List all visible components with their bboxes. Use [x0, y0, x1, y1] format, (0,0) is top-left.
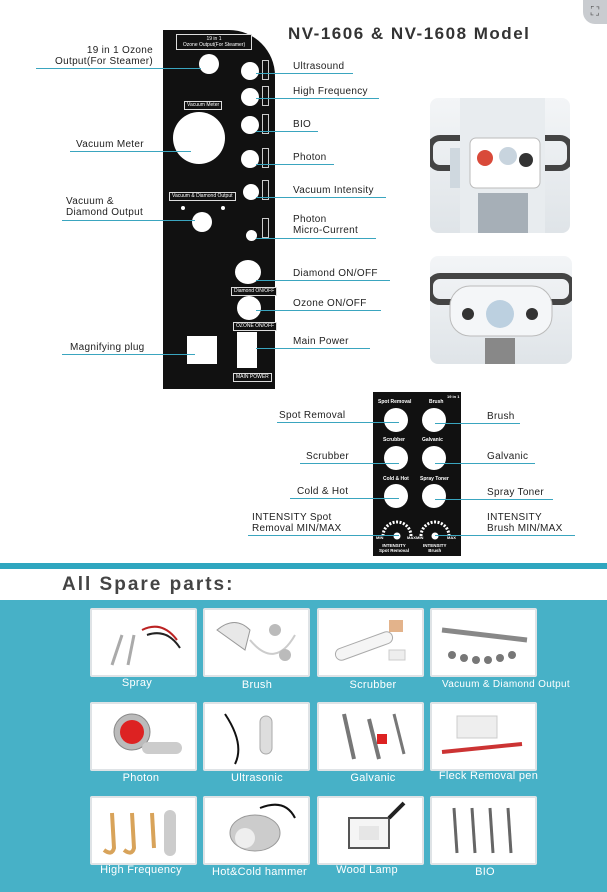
cold-hot-label: Cold & Hot	[383, 476, 409, 482]
brush-label: Brush	[429, 399, 444, 405]
machine-photo-bottom	[430, 256, 572, 364]
leader-line	[435, 423, 520, 424]
ozone-output-title: 19 in 1	[206, 36, 222, 42]
spare-card-vacuum-diamond	[430, 608, 537, 677]
vacuum-meter-label: Vacuum Meter	[184, 101, 222, 110]
galvanic-label: Galvanic	[422, 437, 443, 443]
fullscreen-icon[interactable]: ⛶	[583, 0, 607, 24]
spare-card-spray	[90, 608, 197, 677]
spare-label-hot-cold-hammer: Hot&Cold hammer	[212, 866, 307, 878]
ozone-output-subtitle: Ozone Output(For Steamer)	[182, 42, 246, 48]
max-label: MAX	[447, 535, 456, 540]
callout-scrubber: Scrubber	[306, 451, 349, 462]
intensity-brush-label: INTENSITY Brush	[423, 543, 447, 553]
callout-spot-removal: Spot Removal	[279, 410, 346, 421]
callout-high-frequency: High Frequency	[293, 86, 368, 97]
vac-diamond-port	[192, 212, 212, 232]
callout-cold-hot: Cold & Hot	[297, 486, 349, 497]
leader-line	[256, 98, 379, 99]
spare-card-high-frequency	[90, 796, 197, 865]
spare-label-spray: Spray	[121, 677, 153, 689]
leader-line	[256, 238, 376, 239]
ultrasound-port	[241, 62, 259, 80]
spare-label-bio: BIO	[475, 866, 495, 878]
leader-line	[248, 535, 399, 536]
callout-intensity-spot: INTENSITY Spot Removal MIN/MAX	[252, 512, 342, 534]
vac-diamond-label: Vacuum & Diamond Output	[169, 192, 236, 201]
vacuum-diamond-icon	[432, 610, 535, 675]
leader-line	[36, 68, 201, 69]
callout-magnifying-plug: Magnifying plug	[70, 342, 145, 353]
spare-card-hot-cold-hammer	[203, 796, 310, 865]
ozone-output-label	[176, 34, 252, 50]
bio-icon	[432, 798, 535, 863]
fleck-pen-icon	[432, 704, 535, 769]
leader-line	[435, 463, 535, 464]
machine-bottom-image	[430, 256, 572, 364]
spray-toner-port	[422, 484, 446, 508]
callout-photon: Photon	[293, 152, 327, 163]
high-frequency-icon	[92, 798, 195, 863]
leader-line	[62, 354, 195, 355]
port-tag	[262, 60, 269, 80]
min-label: MIN	[416, 535, 424, 540]
panel-model-label: 19 in 1	[447, 394, 460, 399]
callout-spray-toner: Spray Toner	[487, 487, 545, 498]
leader-line	[290, 498, 399, 499]
callout-ultrasound: Ultrasound	[293, 61, 345, 72]
scrubber-label: Scrubber	[383, 437, 405, 443]
spare-card-ultrasonic	[203, 702, 310, 771]
callout-brush: Brush	[487, 411, 515, 422]
leader-line	[256, 310, 381, 311]
leader-line	[435, 535, 575, 536]
main-control-panel	[163, 30, 275, 389]
spot-removal-label: Spot Removal	[378, 399, 412, 405]
callout-intensity-brush: INTENSITY Brush MIN/MAX	[487, 512, 563, 534]
spare-label-galvanic: Galvanic	[350, 772, 396, 784]
leader-line	[70, 151, 191, 152]
ozone-output-port	[199, 54, 219, 74]
spare-label-photon: Photon	[122, 772, 160, 784]
indicator-dot	[221, 206, 225, 210]
callout-text: 19 in 1 Ozone Output(For Steamer)	[55, 45, 153, 67]
leader-line	[300, 463, 399, 464]
main-power-label: MAIN POWER	[233, 373, 272, 382]
section-divider	[0, 563, 607, 569]
spare-label-ultrasonic: Ultrasonic	[231, 772, 283, 784]
brush-icon	[205, 610, 308, 675]
cold-hot-port	[384, 484, 408, 508]
photon-icon	[92, 704, 195, 769]
machine-photo-top	[430, 98, 570, 233]
magnifying-plug-socket	[187, 336, 217, 364]
hot-cold-hammer-icon	[205, 798, 308, 863]
min-label: MIN	[376, 535, 384, 540]
port-tag	[262, 86, 269, 106]
vacuum-meter-dial	[173, 112, 225, 164]
high-frequency-port	[241, 88, 259, 106]
port-tag	[262, 218, 269, 238]
photon-micro-current-port	[246, 230, 257, 241]
brush-port	[422, 408, 446, 432]
galvanic-icon	[319, 704, 422, 769]
main-power-switch[interactable]	[237, 332, 257, 368]
intensity-spot-label: INTENSITY Spot Removal	[379, 543, 410, 553]
leader-line	[435, 499, 553, 500]
spare-card-wood-lamp	[317, 796, 424, 865]
indicator-dot	[181, 206, 185, 210]
spare-card-bio	[430, 796, 537, 865]
ozone-onoff-label: OZONE ON/OFF	[233, 322, 277, 331]
wood-lamp-icon	[319, 798, 422, 863]
spare-label-fleck-removal: Fleck Removal pen	[438, 770, 539, 782]
callout-main-power: Main Power	[293, 336, 349, 347]
spare-label-scrubber: Scrubber	[349, 679, 397, 691]
diamond-onoff-label: Diamond ON/OFF	[231, 287, 277, 296]
callout-ozone-output	[38, 45, 153, 67]
max-label: MAX	[407, 535, 416, 540]
photon-port	[241, 150, 259, 168]
leader-line	[256, 197, 386, 198]
spare-label-vacuum-diamond: Vacuum & Diamond Output	[442, 679, 570, 690]
callout-galvanic: Galvanic	[487, 451, 529, 462]
ozone-onoff-switch[interactable]	[237, 296, 261, 320]
leader-line	[62, 220, 195, 221]
spot-removal-port	[384, 408, 408, 432]
spare-card-fleck-removal	[430, 702, 537, 771]
leader-line	[256, 280, 390, 281]
callout-vacuum-intensity: Vacuum Intensity	[293, 185, 374, 196]
leader-line	[256, 348, 370, 349]
spare-label-brush: Brush	[241, 679, 273, 691]
leader-line	[256, 164, 334, 165]
page-title: NV-1606 & NV-1608 Model	[288, 24, 531, 43]
port-tag	[262, 148, 269, 168]
spare-card-photon	[90, 702, 197, 771]
callout-vac-diamond: Vacuum & Diamond Output	[66, 196, 144, 218]
spare-label-high-frequency: High Frequency	[100, 864, 182, 876]
spare-parts-grid	[0, 600, 607, 892]
scrubber-port	[384, 446, 408, 470]
scrubber-icon	[319, 610, 422, 675]
galvanic-port	[422, 446, 446, 470]
spare-card-galvanic	[317, 702, 424, 771]
callout-photon-micro-current: Photon Micro-Current	[293, 214, 359, 236]
spare-card-scrubber	[317, 608, 424, 677]
small-control-panel	[373, 392, 461, 556]
callout-ozone-onoff: Ozone ON/OFF	[293, 298, 367, 309]
spare-card-brush	[203, 608, 310, 677]
callout-diamond-onoff: Diamond ON/OFF	[293, 268, 378, 279]
leader-line	[256, 131, 318, 132]
callout-bio: BIO	[293, 119, 312, 130]
machine-top-image	[430, 98, 570, 233]
ultrasonic-icon	[205, 704, 308, 769]
spray-toner-label: Spray Toner	[420, 476, 449, 482]
spare-parts-title: All Spare parts:	[62, 574, 235, 595]
callout-vacuum-meter: Vacuum Meter	[76, 139, 144, 150]
leader-line	[256, 73, 353, 74]
spare-label-wood-lamp: Wood Lamp	[336, 864, 398, 876]
spray-icon	[92, 610, 195, 675]
leader-line	[277, 422, 399, 423]
